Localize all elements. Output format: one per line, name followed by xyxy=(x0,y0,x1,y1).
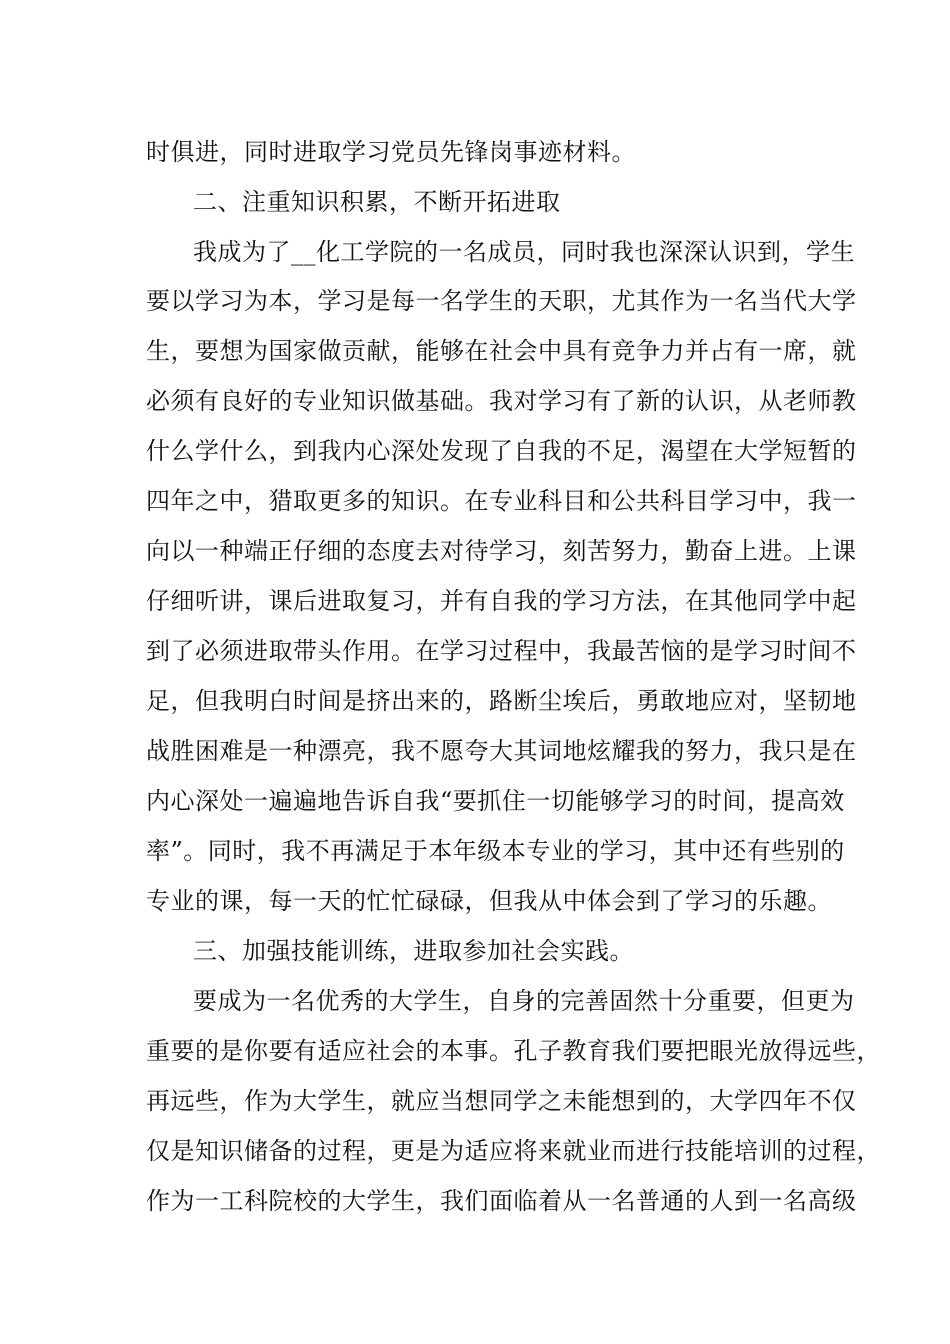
paragraph-line: 重要的是你要有适应社会的本事。孔子教育我们要把眼光放得远些， xyxy=(146,1037,881,1065)
paragraph-line: 必须有良好的专业知识做基础。我对学习有了新的认识，从老师教 xyxy=(146,387,857,415)
paragraph-line: 到了必须进取带头作用。在学习过程中，我最苦恼的是学习时间不 xyxy=(146,637,857,665)
paragraph-line: 什么学什么，到我内心深处发现了自我的不足，渴望在大学短暂的 xyxy=(146,437,857,465)
paragraph-line: 仔细听讲，课后进取复习，并有自我的学习方法，在其他同学中起 xyxy=(146,587,857,615)
paragraph-line: 要成为一名优秀的大学生，自身的完善固然十分重要，但更为 xyxy=(193,987,855,1015)
paragraph-line: 率”。同时，我不再满足于本年级本专业的学习，其中还有些别的 xyxy=(146,837,845,865)
paragraph-line: 战胜困难是一种漂亮，我不愿夸大其词地炫耀我的努力，我只是在 xyxy=(146,737,857,765)
paragraph-line: 专业的课，每一天的忙忙碌碌，但我从中体会到了学习的乐趣。 xyxy=(146,887,832,915)
paragraph-line: 作为一工科院校的大学生，我们面临着从一名普通的人到一名高级 xyxy=(146,1187,857,1215)
paragraph-line: 再远些，作为大学生，就应当想同学之未能想到的，大学四年不仅 xyxy=(146,1087,857,1115)
paragraph-line: 生，要想为国家做贡献，能够在社会中具有竞争力并占有一席，就 xyxy=(146,337,857,365)
paragraph-line: 仅是知识储备的过程，更是为适应将来就业而进行技能培训的过程， xyxy=(146,1137,881,1165)
paragraph-line: 我成为了__化工学院的一名成员，同时我也深深认识到，学生 xyxy=(193,238,855,266)
paragraph-line: 四年之中，猎取更多的知识。在专业科目和公共科目学习中，我一 xyxy=(146,487,857,515)
section-heading: 二、注重知识积累，不断开拓进取 xyxy=(193,188,561,216)
section-heading: 三、加强技能训练，进取参加社会实践。 xyxy=(193,937,634,965)
paragraph-line: 足，但我明白时间是挤出来的，路断尘埃后，勇敢地应对，坚韧地 xyxy=(146,687,857,715)
paragraph-line: 内心深处一遍遍地告诉自我“要抓住一切能够学习的时间，提高效 xyxy=(146,787,845,815)
paragraph-line: 时俱进，同时进取学习党员先锋岗事迹材料。 xyxy=(146,138,636,166)
paragraph-line: 要以学习为本，学习是每一名学生的天职，尤其作为一名当代大学 xyxy=(146,287,857,315)
paragraph-line: 向以一种端正仔细的态度去对待学习，刻苦努力，勤奋上进。上课 xyxy=(146,537,857,565)
